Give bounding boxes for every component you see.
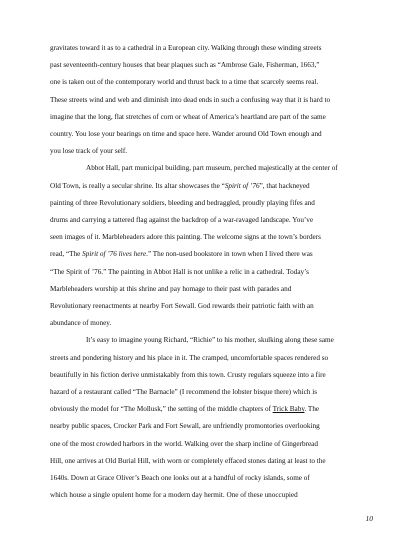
text-line: painting of three Revolutionary soldiers, bleeding and bedraggled, proudly playing fifes and [50, 198, 315, 207]
text-line: “The Spirit of ’76.” The painting in Abbot Hall is not unlike a relic in a cathedral. Today’s [50, 267, 309, 276]
text-line: abundance of money. [50, 319, 112, 328]
text-line: Hill, one arrives at Old Burial Hill, with worn or completely effaced stones dating at least to the [50, 456, 326, 465]
book-title: Trick Baby [272, 405, 305, 414]
text-line: Marbleheaders worship at this shrine and pay homage to their past with parades and [50, 284, 292, 293]
text-line: These streets wind and web and diminish into dead ends in such a confusing way that it is hard to [50, 95, 331, 104]
text-line: nearby public spaces, Crocker Park and Fort Sewall, are unfriendly promontories overlooking [50, 422, 320, 431]
text-line: gravitates toward it as to a cathedral in a European city. Walking through these winding streets [50, 44, 322, 52]
italic-phrase: Spirit of ’76 lives here [82, 250, 147, 259]
text-line [50, 246, 375, 263]
text-segment: ”, that hackneyed [259, 181, 310, 190]
text-line: 1640s. Down at Grace Oliver’s Beach one looks out at a handful of rocky islands, some of [50, 474, 310, 483]
text-line: It’s easy to imagine young Richard, “Richie” to his mother, skulking along these same [86, 336, 334, 345]
text-line: beautifully in his fiction derive unmistakably from this town. Crusty regulars squeeze into a fire [50, 370, 326, 379]
page-number: 10 [365, 514, 373, 523]
text-line: country. You lose your bearings on time and space here. Wander around Old Town enough and [50, 130, 322, 139]
text-segment: Old Town, is really a secular shrine. Its altar showcases the “ [50, 181, 225, 190]
text-line: streets and pondering history and his place in it. The cramped, uncomfortable spaces rendered so [50, 353, 329, 362]
text-segment: read, “The [50, 250, 83, 259]
body-text [50, 40, 375, 504]
text-segment: obviously the model for “The Mollusk,” the setting of the middle chapters of [50, 405, 273, 414]
italic-title: Spirit of ’76 [224, 181, 260, 190]
text-line: drums and carrying a tattered flag against the backdrop of a war-ravaged landscape. You’ve [50, 216, 314, 225]
text-line: past seventeenth-century houses that bear plaques such as “Ambrose Gale, Fisherman, 1663,” [50, 61, 320, 70]
text-line: one of the most crowded harbors in the world. Walking over the sharp incline of Gingerbread [50, 439, 318, 448]
text-line: seen images of it. Marbleheaders adore this painting. The welcome signs at the town’s borders [50, 233, 321, 242]
text-line [50, 178, 375, 195]
text-line: Revolutionary reenactments at nearby Fort Sewall. God rewards their patriotic faith with an [50, 302, 314, 311]
text-line [50, 401, 375, 418]
text-line: one is taken out of the contemporary world and thrust back to a time that scarcely seems real. [50, 78, 319, 87]
text-segment: .” The non-used bookstore in town when I lived there was [146, 250, 313, 259]
text-line: which house a single opulent home for a modern day hermit. One of these unoccupied [50, 491, 298, 500]
text-line: imagine that the long, flat stretches of corn or wheat of America’s heartland are part of the same [50, 112, 326, 121]
text-line: hazard of a restaurant called “The Barnacle” (I recommend the lobster bisque there) which is [50, 388, 318, 397]
text-segment: . The [304, 405, 320, 414]
text-line: you lose track of your self. [50, 147, 128, 156]
text-line: Abbot Hall, part municipal building, part museum, perched majestically at the center of [86, 164, 338, 173]
